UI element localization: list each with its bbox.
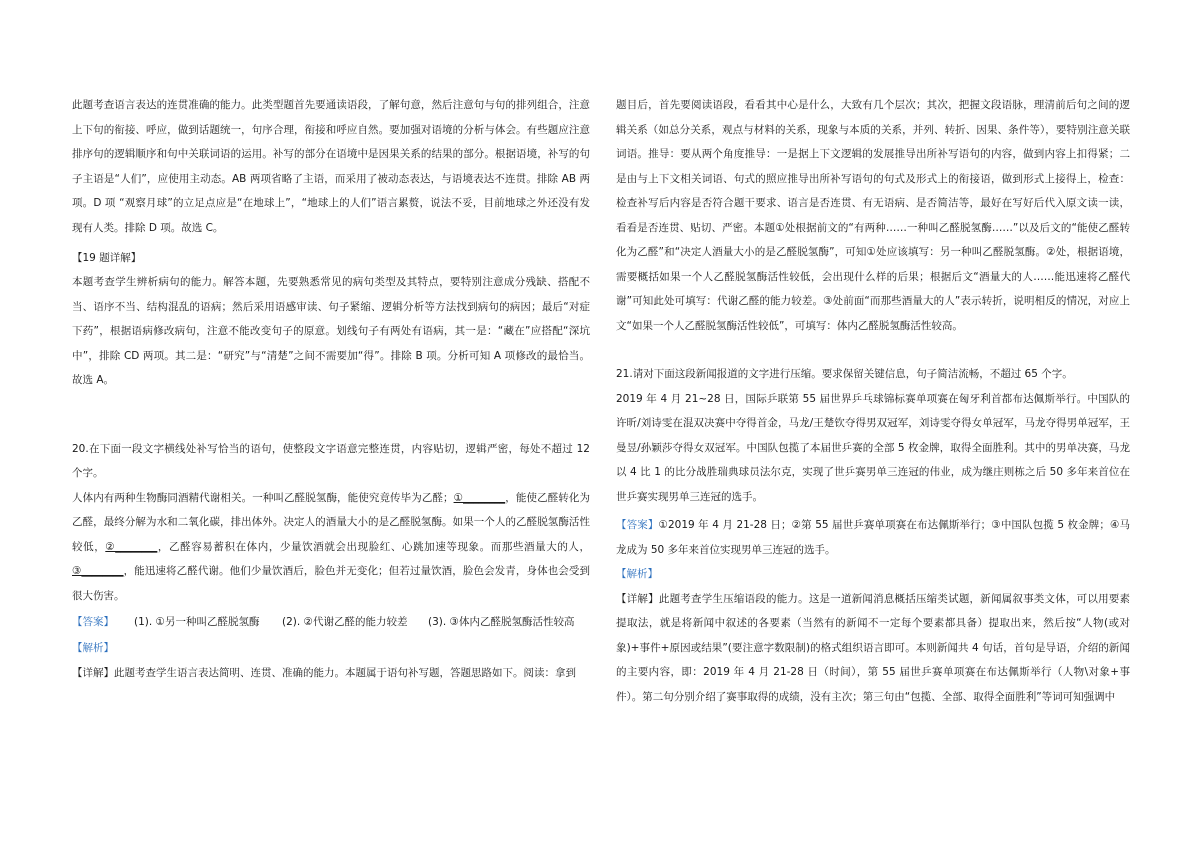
q21-question: 21.请对下面这段新闻报道的文字进行压缩。要求保留关键信息，句子简洁流畅，不超过 65 个字。 (616, 368, 1073, 380)
q20-detail-label: 【详解】 (72, 666, 114, 679)
q20-blank-3: ③________ (72, 565, 124, 577)
q20-answer-2: (2). ②代谢乙醛的能力较差 (282, 616, 408, 628)
q20-blank-2: ②________ (105, 540, 158, 553)
q20-question: 20.在下面一段文字横线处补写恰当的语句，使整段文字语意完整连贯，内容贴切，逻辑严密，每处不超过 12 个字。 (72, 442, 590, 479)
q20-explanation-continued: 题目后，首先要阅读语段，看看其中心是什么，大致有几个层次；其次，把握文段语脉，理清前后句之间的逻辑关系（如总分关系，观点与材料的关系，现象与本质的关系，并列、转折、因果、条件等），要特别注意关联词语。推导：要从两个角度推导：一是据上下文逻辑的发展推导出所补写语句的内容，做到内容上扣得紧；二是由与上下文相关词语、句式的照应推导出所补写语句的句式及形式上的衔接语，做到形式上接得上，检查：检查补写后内容是否符合题干要求、语言是否连贯、有无语病、是否简洁等，最好在写好后代入原文读一读，看看是否连贯、贴切、严密。本题①处根据前文的“有两种……一种叫乙醛脱氢酶……”以及后文的“能使乙醛转化为乙醛”和“决定人酒量大小的是乙醛脱氢酶”，可知①处应该填写：另一种叫乙醛脱氢酶。②处，根据语境，需要概括如果一个人乙醛脱氢酶活性较低，会出现什么样的后果；根据后文“酒量大的人……能迅速将乙醛代谢”可知此处可填写：代谢乙醛的能力较差。③处前面“而那些酒量大的人”表示转折，说明相反的情况，对应上文“如果一个人乙醛脱氢酶活性较低”，可填写：体内乙醛脱氢酶活性较高。 (616, 99, 1130, 332)
q20-detail-text: 此题考查学生语言表达简明、连贯、准确的能力。本题属于语句补写题，答题思路如下。阅读：拿到 (114, 666, 576, 679)
q20-analysis-label: 【解析】 (72, 642, 114, 654)
q21-detail (616, 587, 1130, 710)
q21-detail-text: 此题考查学生压缩语段的能力。这是一道新闻消息概括压缩类试题，新闻属叙事类文体，可以用要素提取法，就是将新闻中叙述的各要素（当然有的新闻不一定每个要素都具备）提取出来，然后按“人物(或对象)+事件+原因或结果”(要注意字数限制)的格式组织语言即可。本则新闻共 4 句话，首句是导语，介绍的新闻的主要内容，即：2019 年 4 月 21-28 日（时间），第 55 届世乒赛单项赛在布达佩斯举行（人物\对象+事件）。第二句分别介绍了赛事取得的成绩，没有主次；第三句由“包揽、全部、取得全面胜利”等词可知强调中 (616, 592, 1131, 703)
q21-detail-label: 【详解】 (616, 592, 659, 605)
q20-passage (72, 486, 590, 609)
q20-answer-3: (3). ③体内乙醛脱氢酶活性较高 (428, 616, 575, 628)
q20-answer-1: (1). ①另一种叫乙醛脱氢酶 (134, 616, 260, 628)
q20-passage-part-b: ，能使乙醛转化为乙醛，最终分解为水和二氧化碳，排出体外。决定人的酒量大小的是乙醛脱氢酶。如果一个人的乙醛脱氢酶活性较低， (72, 491, 591, 553)
q20-passage-part-a: 人体内有两种生物酶同酒精代谢相关。一种叫乙醛脱氢酶，能使究竟传毕为乙醛； (72, 491, 454, 504)
q18-explanation: 此题考查语言表达的连贯准确的能力。此类型题首先要通读语段，了解句意，然后注意句与句的排列组合，注意上下句的衔接、呼应，做到话题统一，句序合理，衔接和呼应自然。要加强对语境的分析与体会。有些题应注意排序句的逻辑顺序和句中关联词语的运用。补写的部分在语境中是因果关系的结果的部分。根据语境，补写的句子主语是“人们”，应使用主动态。AB 两项省略了主语，而采用了被动态表达，与语境表达不连贯。排除 AB 两项。D 项 “观察月球”的立足点应是“在地球上”，“地球上的人们”语言累赘，说法不妥，目前地球之外还没有发现有人类。排除 D 项。故选 C。 (72, 99, 590, 234)
q20-answer-label: 【答案】 (72, 616, 114, 628)
q19-explanation: 本题考查学生辨析病句的能力。解答本题，先要熟悉常见的病句类型及其特点，要特别注意成分残缺、搭配不当、语序不当、结构混乱的语病；然后采用语感审读、句子紧缩、逻辑分析等方法找到病句的病因；最后“对症下药”，根据语病修改病句，注意不能改变句子的原意。划线句子有两处有语病，其一是：“藏在”应搭配“深坑中”，排除 CD 两项。其二是：“研究”与“清楚”之间不需要加“得”。排除 B 项。分析可知 A 项修改的最恰当。故选 A。 (72, 276, 590, 386)
q19-heading: 【19 题详解】 (72, 252, 142, 264)
q21-answer-label: 【答案】 (616, 519, 659, 531)
q20-detail (72, 661, 590, 686)
q21-analysis-label: 【解析】 (616, 568, 658, 580)
q20-passage-part-c: ，乙醛容易蓄积在体内，少量饮酒就会出现脸红、心跳加速等现象。而那些酒量大的人， (157, 540, 591, 553)
q21-passage: 2019 年 4 月 21~28 日，国际乒联第 55 届世界乒乓球锦标赛单项赛在匈牙利首都布达佩斯举行。中国队的许昕/刘诗雯在混双决赛中夺得首金，马龙/王楚钦夺得男双冠军，刘诗雯夺得女单冠军，马龙夺得男单冠军，王曼昱/孙颖莎夺得女双冠军。中国队包揽了本届世乒赛的全部 5 枚金牌，取得全面胜利。其中的男单决赛，马龙以 4 比 1 的比分战胜瑞典球员法尔克，实现了世乒赛男单三连冠的伟业，成为继庄则栋之后 50 多年来首位在世乒赛实现男单三连冠的选手。 (616, 392, 1130, 503)
q20-blank-1: ①________ (453, 491, 506, 504)
left-column (72, 93, 590, 685)
q21-answer-text: ①2019 年 4 月 21-28 日；②第 55 届世乒赛单项赛在布达佩斯举行；③中国队包揽 5 枚金牌；④马龙成为 50 多年来首位实现男单三连冠的选手。 (616, 519, 1130, 556)
right-column (616, 93, 1130, 709)
q20-answer-row (72, 610, 590, 634)
q20-passage-part-d: ，能迅速将乙醛代谢。他们少量饮酒后，脸色并无变化；但若过量饮酒，脸色会发青，身体也会受到很大伤害。 (72, 565, 590, 602)
q21-answer (616, 513, 1130, 562)
